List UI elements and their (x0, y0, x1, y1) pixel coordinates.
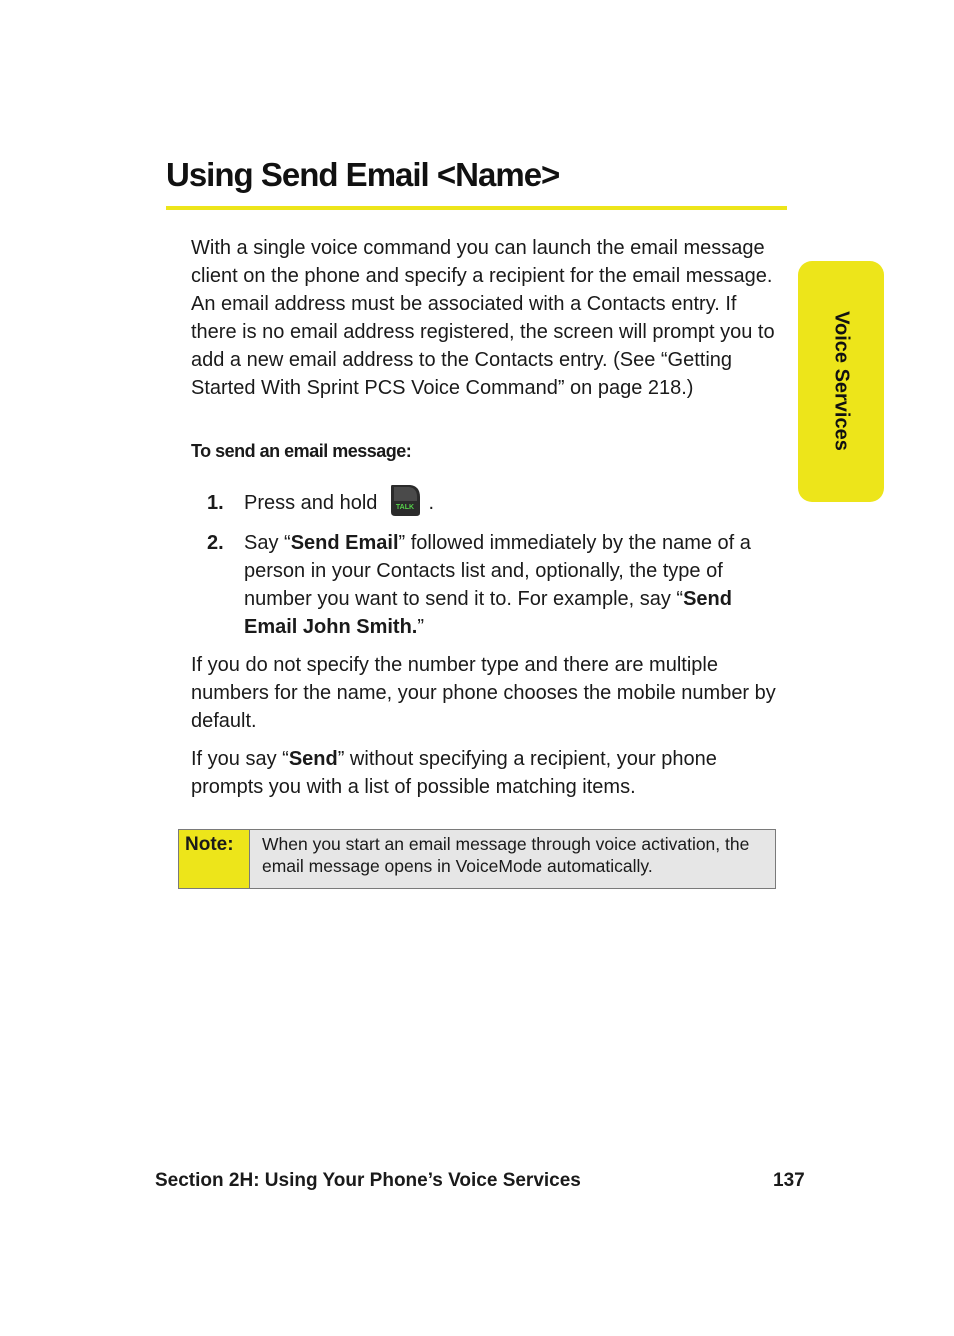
note-label: Note: (179, 830, 250, 888)
note-text: When you start an email message through voice activation, the email message opens in VoiceMode automatically. (262, 834, 750, 876)
paragraph-text-part: If you say “ (191, 748, 289, 770)
step-text-part: Say “ (244, 532, 291, 554)
step-text-before: Press and hold (244, 492, 378, 514)
talk-key-icon (389, 483, 421, 517)
footer-section-title: Section 2H: Using Your Phone’s Voice Services (155, 1170, 581, 1191)
page-title: Using Send Email <Name> (166, 156, 560, 193)
step-number: 2. (207, 532, 224, 554)
command-send: Send (288, 748, 338, 770)
step-text-part: ” followed immediately by the name of a person in your Contacts list and, optionally, the type of number you want to send it to. For example, say “ (244, 532, 751, 610)
side-tab-label: Voice Services (830, 311, 853, 451)
step-number: 1. (207, 492, 224, 514)
step-text (244, 489, 787, 517)
step-text (244, 529, 787, 641)
talk-key-label: TALK (395, 503, 415, 511)
send-paragraph (191, 745, 783, 801)
procedure-lead: To send an email message: (191, 441, 412, 461)
note-box (178, 829, 776, 889)
command-example: Send Email John Smith. (244, 588, 732, 638)
footer-page-number: 137 (773, 1170, 805, 1191)
intro-paragraph: With a single voice command you can launch the email message client on the phone and specify a recipient for the email message. An email address must be associated with a Contacts entry. If there is no email address registered, the screen will prompt you to add a new email address to the Contacts entry. (See “Getting Started With Sprint PCS Voice Command” on page 218.) (191, 237, 775, 399)
section-side-tab (798, 261, 884, 502)
paragraph-text-part: ” without specifying a recipient, your phone prompts you with a list of possible matching items. (191, 748, 717, 798)
number-type-paragraph: If you do not specify the number type and there are multiple numbers for the name, your phone chooses the mobile number by default. (191, 654, 776, 732)
command-send-email: Send Email (290, 532, 399, 554)
step-text-part: ” (417, 616, 425, 638)
step-text-after: . (428, 492, 435, 514)
title-underline (166, 206, 787, 210)
